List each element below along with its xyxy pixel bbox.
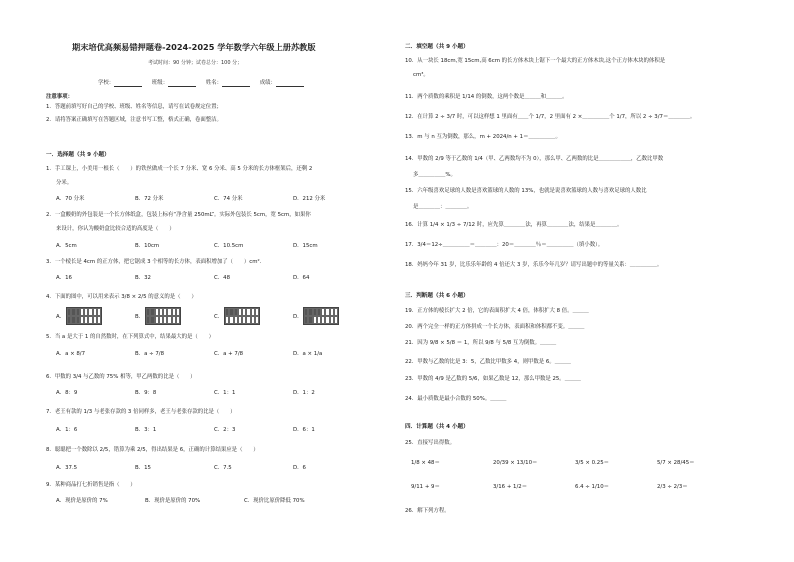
q4-opt-b: B． (135, 314, 145, 320)
q3-opt-b: B．32 (135, 275, 151, 281)
calc-3: 3/5 × 0.25＝ (575, 460, 610, 466)
q5-opt-a: A．a × 8/7 (56, 351, 86, 357)
q14-cont: 多＿＿＿＿＿%。 (413, 172, 456, 178)
section-fill: 二．填空题（共 9 小题） (405, 44, 469, 50)
right-page (397, 0, 794, 562)
calc-1: 1/8 × 48＝ (411, 460, 440, 466)
q2-opt-d: D．15cm (293, 243, 318, 249)
notice-title: 注意事项： (46, 94, 73, 100)
q9-opt-c: C．现价比原价降低 70% (244, 498, 305, 504)
q8-opt-c: C．7.5 (214, 465, 232, 471)
q24: 24．最小质数是最小合数的 50%。＿＿＿ (405, 396, 507, 402)
name-label: 班级： (151, 80, 169, 86)
section-choice: 一．选择题（共 9 小题） (46, 152, 110, 158)
calc-8: 2/3 ÷ 2/3＝ (657, 484, 688, 490)
q12: 12．在计算 2 ÷ 3/7 时，可以这样想 1 里面有＿＿个 1/7，2 里面有 2 ×＿＿＿＿＿个 1/7，所以 2 ÷ 3/7＝＿＿＿＿。 (405, 114, 696, 120)
q4-opt-c: C． (214, 314, 224, 320)
q7-opt-d: D．6：1 (293, 427, 315, 433)
school-blank (114, 80, 142, 87)
q3-opt-a: A．16 (56, 275, 72, 281)
calc-7: 6.4 ÷ 1/10＝ (575, 484, 610, 490)
q5: 5．当 a 是大于 1 的自然数时，在下列算式中，结果最大的是（ ） (46, 334, 214, 340)
q6-opt-b: B．9：8 (135, 390, 157, 396)
q2-opt-c: C．10.5cm (214, 243, 244, 249)
q17: 17．3/4＝12÷＿＿＿＿＿＝＿＿＿＿：20＝＿＿＿＿％＝＿＿＿＿＿（填小数）。 (405, 242, 604, 248)
q2-opt-b: B．10cm (135, 243, 160, 249)
score-blank (276, 80, 304, 87)
q4-figure-d (303, 307, 339, 325)
q1-opt-d: D．212 分米 (293, 196, 326, 202)
calc-6: 3/16 + 1/2＝ (493, 484, 528, 490)
q22: 22．甲数与乙数的比是 3：5，乙数比甲数多 4，则甲数是 6。＿＿＿ (405, 359, 571, 365)
q23: 23．甲数的 4/9 是乙数的 5/6，如果乙数是 12，那么甲数是 25。＿＿＿ (405, 376, 581, 382)
q20: 20．两个完全一样的正方体拼成一个长方体，表面积和体积都不变。＿＿＿ (405, 324, 585, 330)
q1-opt-a: A．70 分米 (56, 196, 85, 202)
q7-opt-c: C．2：3 (214, 427, 236, 433)
q10: 10．从一块长 18cm,宽 15cm,高 6cm 的长方体木块上锯下一个最大的正方体木块,这个正方体木块的体积是 (405, 58, 666, 64)
q26: 26．解下列方程。 (405, 508, 450, 514)
score-label: 成绩： (259, 80, 276, 86)
notice-1: 1．答题前填写好自己的学校、班级、姓名等信息，请写在试卷规定位置； (46, 104, 222, 110)
class-blank (168, 80, 196, 87)
q1-opt-b: B．72 分米 (135, 196, 164, 202)
q6: 6．甲数的 3/4 与乙数的 75% 相等，甲乙两数的比是（ ） (46, 374, 196, 380)
q18: 18．妈妈今年 31 岁，比乐乐年龄的 4 倍还大 3 岁，乐乐今年几岁？请写出题中的等量关系：＿＿＿＿＿。 (405, 262, 663, 268)
q13: 13．m 与 n 互为倒数，那么，m + 2024/n + 1＝＿＿＿＿＿。 (405, 134, 561, 140)
q8-opt-b: B．15 (135, 465, 151, 471)
q15: 15．六年级喜欢足球的人数是喜欢篮球的人数的 13%，也就是说喜欢篮球的人数与喜欢足球的人数比 (405, 188, 647, 194)
q7: 7．老王有款的 1/3 与老张存款的 3 倍同样多，老王与老张存款的比是（ ） (46, 409, 236, 415)
q9-opt-b: B．现价是原价的 70% (145, 498, 201, 504)
q8-opt-a: A．37.5 (56, 465, 78, 471)
q5-opt-b: B．a ÷ 7/8 (135, 351, 165, 357)
q4-opt-a: A． (56, 314, 66, 320)
q15-cont: 是＿＿＿＿：＿＿＿＿。 (413, 204, 473, 210)
q25: 25．直接写出得数。 (405, 440, 455, 446)
q14: 14．甲数的 2/9 等于乙数的 1/4（甲、乙两数均不为 0），那么甲、乙两数的比是＿＿＿＿＿＿，乙数比甲数 (405, 156, 664, 162)
q4-figure-c (224, 307, 260, 325)
exam-info: 考试时间：90 分钟；试卷总分：100 分； (148, 60, 243, 66)
q1-opt-c: C．74 分米 (214, 196, 243, 202)
q21: 21．因为 9/8 × 5/8 ＝ 1，所以 9/8 与 5/8 互为倒数。＿＿＿ (405, 340, 557, 346)
q6-opt-a: A．8：9 (56, 390, 78, 396)
q5-opt-c: C．a + 7/8 (214, 351, 244, 357)
q1-cont: 分米。 (56, 180, 73, 186)
q3-opt-d: D．64 (293, 275, 310, 281)
info-line (98, 80, 304, 87)
q2-cont: 来设计，你认为酸奶盒比较合适的高度是（ ） (56, 226, 175, 232)
notice-2: 2．请将答案正确填写在答题区域，注意书写工整，格式正确，卷面整洁。 (46, 117, 222, 123)
page-title: 期末培优高频易错押题卷-2024-2025 学年数学六年级上册苏教版 (72, 42, 316, 52)
calc-5: 9/11 + 9＝ (411, 484, 440, 490)
name-label2: 姓名： (205, 80, 222, 86)
q7-opt-b: B．3：1 (135, 427, 157, 433)
q10-cont: cm³。 (413, 72, 429, 78)
calc-4: 5/7 × 28/45＝ (657, 460, 695, 466)
q6-opt-d: D．1：2 (293, 390, 315, 396)
q5-opt-d: D．a × 1/a (293, 351, 323, 357)
school-label: 学校： (98, 80, 115, 86)
q4: 4．下面的图中，可以用来表示 3/8 × 2/5 的意义的是（ ） (46, 294, 197, 300)
name-blank (222, 80, 250, 87)
q9: 9．某种商品打七折销售是指（ ） (46, 482, 136, 488)
q2-opt-a: A．5cm (56, 243, 77, 249)
q11: 11．两个质数的乘积是 1/14 的倒数，这两个数是＿＿＿和＿＿＿。 (405, 94, 568, 100)
q4-opt-d: D． (293, 314, 303, 320)
q16: 16．计算 1/4 × 1/3 ÷ 7/12 时，应先算＿＿＿＿法，再算＿＿＿＿法，结果是＿＿＿＿。 (405, 222, 623, 228)
q8-opt-d: D．6 (293, 465, 306, 471)
q8: 8．聪聪把一个数除以 2/5，错算为乘 2/5，得出结果是 6，正确的计算结果应是（ ） (46, 447, 259, 453)
q1: 1．手工课上，小美用一根长（ ）的铁丝做成一个长 7 分米、宽 6 分米、高 5 分米的长方体框架后，还剩 2 (46, 166, 313, 172)
section-judge: 三．判断题（共 6 小题） (405, 293, 469, 299)
q7-opt-a: A．1：6 (56, 427, 78, 433)
q19: 19．正方体的棱长扩大 2 倍，它的表面积扩大 4 倍，体积扩大 8 倍。＿＿＿ (405, 308, 589, 314)
q6-opt-c: C．1：1 (214, 390, 236, 396)
q3-opt-c: C．48 (214, 275, 231, 281)
section-calc: 四．计算题（共 4 小题） (405, 424, 469, 430)
q2: 2．一盒酸奶的外包装是一个长方体纸盒，包装上标有“净含量 250mL”。实际外包装长 5cm，宽 5cm，如果你 (46, 212, 311, 218)
q4-figure-b (145, 307, 181, 325)
q9-opt-a: A．现价是原价的 7% (56, 498, 108, 504)
q3: 3．一个棱长是 4cm 的正方体，把它锯成 3 个相等的长方体，表面积增加了（ ）cm². (46, 259, 262, 265)
calc-2: 20/39 × 13/10＝ (493, 460, 538, 466)
q4-figure-a (66, 307, 102, 325)
